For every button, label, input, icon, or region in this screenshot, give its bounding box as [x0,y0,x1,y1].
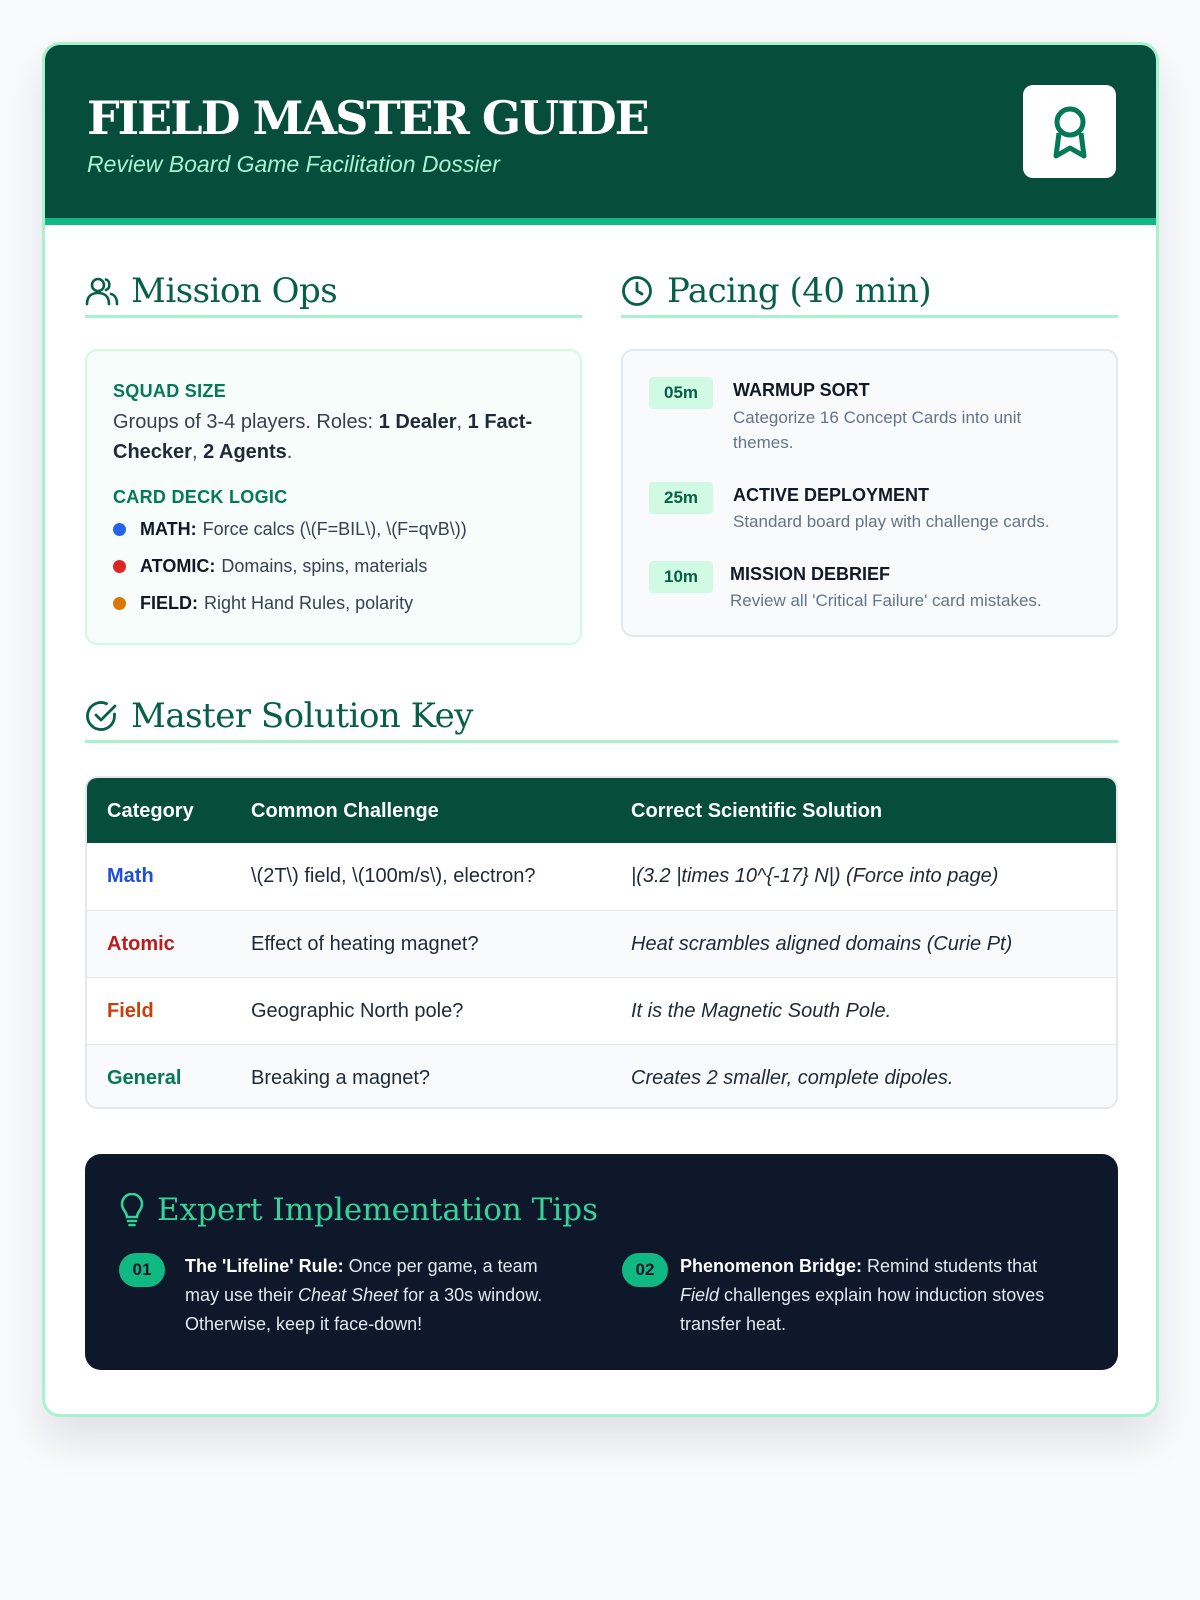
pacing-panel [621,349,1118,637]
deck-item-field: FIELD: Right Hand Rules, polarity [113,593,413,614]
pacing-step-title: WARMUP SORT [733,380,870,400]
category-cell: Atomic [107,933,175,955]
pacing-heading: Pacing (40 min) [621,266,1118,318]
time-pill: 10m [649,561,713,593]
table-row [87,977,1116,1044]
challenge-cell: Effect of heating magnet? [251,933,479,955]
solution-cell: It is the Magnetic South Pole. [631,1000,892,1022]
squad-size-text: Groups of 3-4 players. Roles: 1 Dealer, 1 Fact-Checker, 2 Agents. [113,411,533,463]
deck-item-math: MATH: Force calcs (\(F=BIL\), \(F=qvB\)) [113,519,467,540]
users-icon [85,274,119,308]
time-pill: 05m [649,377,713,409]
solution-key-heading: Master Solution Key [85,691,1118,743]
tips-heading: Expert Implementation Tips [119,1192,598,1228]
solution-cell: |(3.2 |times 10^{-17} N|) (Force into page) [631,865,999,887]
award-badge [1023,85,1116,178]
red-dot-icon [113,560,126,573]
table-row [87,843,1116,910]
solution-cell: Creates 2 smaller, complete dipoles. [631,1067,954,1089]
column-header: Category [107,800,194,822]
category-cell: General [107,1067,182,1089]
category-cell: Field [107,1000,154,1022]
pacing-step-desc: Review all 'Critical Failure' card mistakes. [730,591,1042,610]
table-row [87,1044,1116,1109]
tip-text: Phenomenon Bridge: Remind students that Field challenges explain how induction stoves transfer heat. [680,1256,1045,1334]
tip-number-badge: 02 [622,1253,668,1287]
pacing-step-desc: Standard board play with challenge cards. [733,512,1050,531]
challenge-cell: Breaking a magnet? [251,1067,431,1089]
mission-ops-panel [85,349,582,645]
tip-text: The 'Lifeline' Rule: Once per game, a team may use their Cheat Sheet for a 30s window. Otherwise, keep it face-down! [185,1256,543,1334]
page-subtitle: Review Board Game Facilitation Dossier [87,151,500,177]
pacing-step-title: MISSION DEBRIEF [730,564,891,584]
challenge-cell: Geographic North pole? [251,1000,464,1022]
deck-item-atomic: ATOMIC: Domains, spins, materials [113,556,427,577]
tip-number-badge: 01 [119,1253,165,1287]
tips-panel [85,1154,1118,1370]
clock-icon [621,274,655,308]
orange-dot-icon [113,597,126,610]
page-title: FIELD MASTER GUIDE [87,91,648,145]
award-ribbon-icon [1047,103,1093,161]
pacing-step-desc: Categorize 16 Concept Cards into unit themes. [733,408,1022,452]
column-header: Correct Scientific Solution [631,800,883,822]
mission-ops-heading: Mission Ops [85,266,582,318]
squad-size-label: SQUAD SIZE [113,381,227,401]
column-header: Common Challenge [251,800,439,822]
card-deck-logic-label: CARD DECK LOGIC [113,487,288,507]
check-circle-icon [85,699,119,733]
solution-cell: Heat scrambles aligned domains (Curie Pt) [631,933,1013,955]
lightbulb-icon [119,1193,145,1227]
pacing-step-title: ACTIVE DEPLOYMENT [733,485,930,505]
table-row [87,910,1116,977]
blue-dot-icon [113,523,126,536]
challenge-cell: \(2T\) field, \(100m/s\), electron? [251,865,536,887]
category-cell: Math [107,865,154,887]
solution-table [85,776,1118,1109]
guide-card [42,42,1159,1417]
time-pill: 25m [649,482,713,514]
header-banner [45,45,1156,225]
table-header [87,778,1116,843]
